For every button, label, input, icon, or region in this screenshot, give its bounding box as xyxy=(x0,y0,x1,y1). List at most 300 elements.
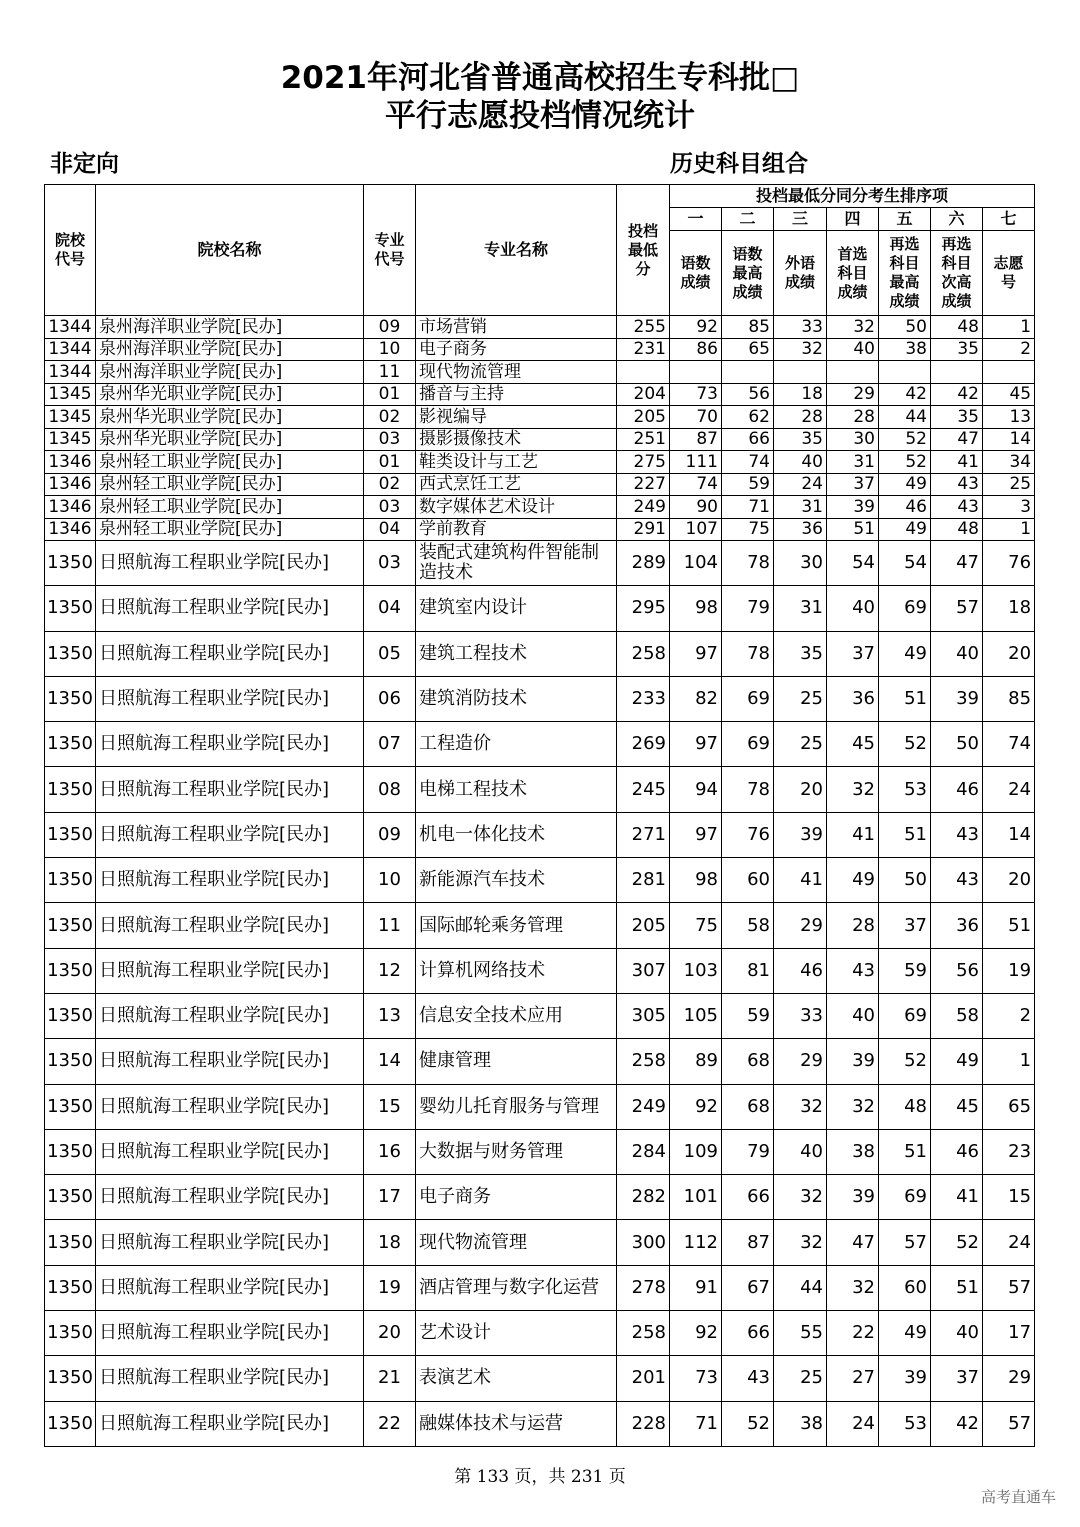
school-name-cell: 泉州华光职业学院[民办] xyxy=(96,428,364,451)
school-code-cell: 1350 xyxy=(45,1401,96,1446)
school-code-cell: 1350 xyxy=(45,903,96,948)
table-row xyxy=(45,316,1035,339)
table-row xyxy=(45,361,1035,384)
major-code-cell: 21 xyxy=(364,1356,416,1401)
rank-2-cell: 78 xyxy=(722,767,774,812)
major-code-cell: 11 xyxy=(364,903,416,948)
rank-1-cell: 82 xyxy=(670,676,722,721)
rank-6-cell: 36 xyxy=(931,903,983,948)
rank-6-cell: 57 xyxy=(931,586,983,631)
rank-5-cell: 59 xyxy=(879,948,931,993)
rank-7-cell: 15 xyxy=(983,1175,1035,1220)
rank-3-cell: 32 xyxy=(774,338,827,361)
rank-2-cell: 69 xyxy=(722,722,774,767)
rank-1-cell: 104 xyxy=(670,541,722,586)
school-code-cell: 1350 xyxy=(45,586,96,631)
rank-7-cell: 25 xyxy=(983,473,1035,496)
rank-1-cell: 75 xyxy=(670,903,722,948)
rank-6-cell: 48 xyxy=(931,518,983,541)
rank-3-cell: 39 xyxy=(774,812,827,857)
min-score-cell: 205 xyxy=(617,406,670,429)
rank-1-cell: 71 xyxy=(670,1401,722,1446)
header-rank-7: 七 xyxy=(983,208,1035,231)
rank-3-cell: 25 xyxy=(774,722,827,767)
rank-2-cell: 59 xyxy=(722,473,774,496)
rank-3-cell: 32 xyxy=(774,1220,827,1265)
rank-2-cell: 56 xyxy=(722,383,774,406)
school-name-cell: 日照航海工程职业学院[民办] xyxy=(96,1265,364,1310)
rank-6-cell xyxy=(931,361,983,384)
major-name-cell: 大数据与财务管理 xyxy=(416,1129,617,1174)
rank-1-cell: 109 xyxy=(670,1129,722,1174)
school-code-cell: 1350 xyxy=(45,1129,96,1174)
school-name-cell: 日照航海工程职业学院[民办] xyxy=(96,541,364,586)
min-score-cell: 289 xyxy=(617,541,670,586)
rank-4-cell: 54 xyxy=(827,541,879,586)
rank-4-cell: 32 xyxy=(827,316,879,339)
rank-2-cell: 65 xyxy=(722,338,774,361)
rank-3-cell: 25 xyxy=(774,676,827,721)
rank-2-cell: 62 xyxy=(722,406,774,429)
rank-6-cell: 35 xyxy=(931,406,983,429)
rank-1-cell: 94 xyxy=(670,767,722,812)
rank-6-cell: 45 xyxy=(931,1084,983,1129)
rank-1-cell: 112 xyxy=(670,1220,722,1265)
rank-4-cell: 40 xyxy=(827,338,879,361)
major-code-cell: 01 xyxy=(364,383,416,406)
rank-6-cell: 39 xyxy=(931,676,983,721)
major-name-cell: 婴幼儿托育服务与管理 xyxy=(416,1084,617,1129)
rank-3-cell: 31 xyxy=(774,496,827,519)
rank-5-cell: 53 xyxy=(879,767,931,812)
rank-6-cell: 48 xyxy=(931,316,983,339)
rank-4-cell: 47 xyxy=(827,1220,879,1265)
header-min-score: 投档最低分 xyxy=(617,185,670,316)
school-code-cell: 1345 xyxy=(45,428,96,451)
school-code-cell: 1350 xyxy=(45,993,96,1038)
major-name-cell: 艺术设计 xyxy=(416,1311,617,1356)
rank-3-cell: 44 xyxy=(774,1265,827,1310)
rank-6-cell: 51 xyxy=(931,1265,983,1310)
rank-2-cell: 66 xyxy=(722,1175,774,1220)
major-code-cell: 08 xyxy=(364,767,416,812)
school-code-cell: 1350 xyxy=(45,948,96,993)
min-score-cell: 201 xyxy=(617,1356,670,1401)
rank-7-cell: 13 xyxy=(983,406,1035,429)
major-name-cell: 装配式建筑构件智能制造技术 xyxy=(416,541,617,586)
rank-3-cell: 18 xyxy=(774,383,827,406)
rank-2-cell: 68 xyxy=(722,1039,774,1084)
major-name-cell: 国际邮轮乘务管理 xyxy=(416,903,617,948)
major-code-cell: 07 xyxy=(364,722,416,767)
rank-6-cell: 58 xyxy=(931,993,983,1038)
rank-5-cell: 52 xyxy=(879,722,931,767)
rank-7-cell: 34 xyxy=(983,451,1035,474)
min-score-cell: 255 xyxy=(617,316,670,339)
rank-7-cell: 1 xyxy=(983,1039,1035,1084)
header-criterion-5: 再选科目最高成绩 xyxy=(879,231,931,316)
rank-3-cell: 32 xyxy=(774,1175,827,1220)
major-name-cell: 电梯工程技术 xyxy=(416,767,617,812)
major-name-cell: 学前教育 xyxy=(416,518,617,541)
rank-7-cell: 1 xyxy=(983,316,1035,339)
major-name-cell: 现代物流管理 xyxy=(416,361,617,384)
rank-1-cell: 89 xyxy=(670,1039,722,1084)
rank-3-cell: 35 xyxy=(774,428,827,451)
min-score-cell: 269 xyxy=(617,722,670,767)
table-row xyxy=(45,676,1035,721)
rank-6-cell: 42 xyxy=(931,1401,983,1446)
header-rank-2: 二 xyxy=(722,208,774,231)
rank-1-cell: 97 xyxy=(670,722,722,767)
rank-1-cell: 92 xyxy=(670,1311,722,1356)
rank-6-cell: 46 xyxy=(931,767,983,812)
rank-1-cell: 92 xyxy=(670,1084,722,1129)
header-criterion-2: 语数最高成绩 xyxy=(722,231,774,316)
rank-5-cell: 69 xyxy=(879,993,931,1038)
school-name-cell: 日照航海工程职业学院[民办] xyxy=(96,767,364,812)
school-code-cell: 1350 xyxy=(45,1311,96,1356)
school-name-cell: 日照航海工程职业学院[民办] xyxy=(96,722,364,767)
major-code-cell: 13 xyxy=(364,993,416,1038)
school-name-cell: 日照航海工程职业学院[民办] xyxy=(96,1220,364,1265)
rank-3-cell: 20 xyxy=(774,767,827,812)
rank-2-cell: 66 xyxy=(722,1311,774,1356)
rank-1-cell: 74 xyxy=(670,473,722,496)
rank-1-cell: 90 xyxy=(670,496,722,519)
rank-2-cell: 66 xyxy=(722,428,774,451)
rank-4-cell: 43 xyxy=(827,948,879,993)
rank-2-cell: 71 xyxy=(722,496,774,519)
rank-2-cell: 59 xyxy=(722,993,774,1038)
major-code-cell: 04 xyxy=(364,518,416,541)
school-code-cell: 1350 xyxy=(45,1220,96,1265)
major-name-cell: 新能源汽车技术 xyxy=(416,858,617,903)
rank-5-cell: 52 xyxy=(879,1039,931,1084)
major-code-cell: 12 xyxy=(364,948,416,993)
rank-3-cell: 38 xyxy=(774,1401,827,1446)
rank-4-cell: 28 xyxy=(827,903,879,948)
rank-5-cell: 51 xyxy=(879,1129,931,1174)
rank-5-cell: 52 xyxy=(879,451,931,474)
school-name-cell: 泉州海洋职业学院[民办] xyxy=(96,361,364,384)
rank-3-cell: 28 xyxy=(774,406,827,429)
rank-7-cell: 18 xyxy=(983,586,1035,631)
rank-4-cell: 39 xyxy=(827,496,879,519)
school-name-cell: 泉州轻工职业学院[民办] xyxy=(96,518,364,541)
table-row xyxy=(45,1084,1035,1129)
rank-3-cell: 35 xyxy=(774,631,827,676)
table-row xyxy=(45,338,1035,361)
rank-7-cell: 17 xyxy=(983,1311,1035,1356)
min-score-cell: 204 xyxy=(617,383,670,406)
rank-2-cell: 85 xyxy=(722,316,774,339)
header-tiebreak-group: 投档最低分同分考生排序项 xyxy=(670,185,1035,208)
category-label: 非定向 xyxy=(50,151,119,177)
rank-6-cell: 56 xyxy=(931,948,983,993)
min-score-cell: 300 xyxy=(617,1220,670,1265)
major-name-cell: 现代物流管理 xyxy=(416,1220,617,1265)
rank-2-cell: 67 xyxy=(722,1265,774,1310)
rank-7-cell: 51 xyxy=(983,903,1035,948)
rank-2-cell: 78 xyxy=(722,541,774,586)
rank-5-cell: 60 xyxy=(879,1265,931,1310)
major-name-cell: 摄影摄像技术 xyxy=(416,428,617,451)
major-name-cell: 影视编导 xyxy=(416,406,617,429)
min-score-cell: 258 xyxy=(617,1311,670,1356)
major-code-cell: 03 xyxy=(364,541,416,586)
rank-4-cell: 27 xyxy=(827,1356,879,1401)
min-score-cell: 281 xyxy=(617,858,670,903)
major-name-cell: 播音与主持 xyxy=(416,383,617,406)
min-score-cell: 258 xyxy=(617,1039,670,1084)
rank-5-cell: 50 xyxy=(879,858,931,903)
table-row xyxy=(45,903,1035,948)
rank-5-cell: 49 xyxy=(879,631,931,676)
header-criterion-4: 首选科目成绩 xyxy=(827,231,879,316)
rank-5-cell: 49 xyxy=(879,1311,931,1356)
table-row xyxy=(45,722,1035,767)
rank-3-cell: 24 xyxy=(774,473,827,496)
major-name-cell: 酒店管理与数字化运营 xyxy=(416,1265,617,1310)
rank-1-cell: 73 xyxy=(670,383,722,406)
rank-2-cell: 78 xyxy=(722,631,774,676)
major-name-cell: 电子商务 xyxy=(416,338,617,361)
rank-7-cell xyxy=(983,361,1035,384)
min-score-cell: 205 xyxy=(617,903,670,948)
rank-5-cell: 49 xyxy=(879,473,931,496)
min-score-cell: 249 xyxy=(617,1084,670,1129)
rank-2-cell: 58 xyxy=(722,903,774,948)
school-name-cell: 日照航海工程职业学院[民办] xyxy=(96,1311,364,1356)
rank-6-cell: 43 xyxy=(931,496,983,519)
rank-7-cell: 2 xyxy=(983,338,1035,361)
min-score-cell: 258 xyxy=(617,631,670,676)
rank-1-cell: 97 xyxy=(670,812,722,857)
rank-7-cell: 24 xyxy=(983,1220,1035,1265)
min-score-cell: 278 xyxy=(617,1265,670,1310)
rank-5-cell: 69 xyxy=(879,1175,931,1220)
school-code-cell: 1350 xyxy=(45,676,96,721)
school-name-cell: 泉州华光职业学院[民办] xyxy=(96,406,364,429)
header-rank-5: 五 xyxy=(879,208,931,231)
table-row xyxy=(45,406,1035,429)
major-name-cell: 鞋类设计与工艺 xyxy=(416,451,617,474)
min-score-cell: 275 xyxy=(617,451,670,474)
table-row xyxy=(45,586,1035,631)
header-major-code: 专业代号 xyxy=(364,185,416,316)
rank-5-cell xyxy=(879,361,931,384)
rank-1-cell: 91 xyxy=(670,1265,722,1310)
table-row xyxy=(45,631,1035,676)
major-name-cell: 建筑室内设计 xyxy=(416,586,617,631)
school-code-cell: 1350 xyxy=(45,858,96,903)
rank-5-cell: 69 xyxy=(879,586,931,631)
min-score-cell: 251 xyxy=(617,428,670,451)
rank-4-cell: 36 xyxy=(827,676,879,721)
rank-6-cell: 35 xyxy=(931,338,983,361)
table-row xyxy=(45,812,1035,857)
rank-1-cell: 98 xyxy=(670,586,722,631)
rank-1-cell xyxy=(670,361,722,384)
rank-1-cell: 87 xyxy=(670,428,722,451)
table-row xyxy=(45,993,1035,1038)
rank-6-cell: 50 xyxy=(931,722,983,767)
header-school-name: 院校名称 xyxy=(96,185,364,316)
rank-5-cell: 46 xyxy=(879,496,931,519)
rank-2-cell xyxy=(722,361,774,384)
table-row xyxy=(45,518,1035,541)
rank-5-cell: 37 xyxy=(879,903,931,948)
rank-6-cell: 46 xyxy=(931,1129,983,1174)
school-name-cell: 日照航海工程职业学院[民办] xyxy=(96,1175,364,1220)
school-code-cell: 1350 xyxy=(45,767,96,812)
rank-2-cell: 87 xyxy=(722,1220,774,1265)
min-score-cell: 271 xyxy=(617,812,670,857)
school-code-cell: 1345 xyxy=(45,383,96,406)
school-code-cell: 1350 xyxy=(45,1039,96,1084)
school-code-cell: 1346 xyxy=(45,451,96,474)
major-name-cell: 市场营销 xyxy=(416,316,617,339)
rank-3-cell: 41 xyxy=(774,858,827,903)
school-name-cell: 日照航海工程职业学院[民办] xyxy=(96,1084,364,1129)
rank-4-cell: 39 xyxy=(827,1039,879,1084)
major-name-cell: 数字媒体艺术设计 xyxy=(416,496,617,519)
rank-4-cell: 51 xyxy=(827,518,879,541)
rank-4-cell: 37 xyxy=(827,631,879,676)
rank-1-cell: 105 xyxy=(670,993,722,1038)
major-name-cell: 机电一体化技术 xyxy=(416,812,617,857)
header-criterion-3: 外语成绩 xyxy=(774,231,827,316)
rank-5-cell: 38 xyxy=(879,338,931,361)
rank-6-cell: 40 xyxy=(931,631,983,676)
rank-6-cell: 52 xyxy=(931,1220,983,1265)
school-name-cell: 日照航海工程职业学院[民办] xyxy=(96,1039,364,1084)
school-name-cell: 日照航海工程职业学院[民办] xyxy=(96,676,364,721)
rank-7-cell: 24 xyxy=(983,767,1035,812)
major-code-cell: 04 xyxy=(364,586,416,631)
rank-4-cell: 45 xyxy=(827,722,879,767)
rank-5-cell: 49 xyxy=(879,518,931,541)
major-code-cell: 02 xyxy=(364,473,416,496)
rank-7-cell: 65 xyxy=(983,1084,1035,1129)
school-name-cell: 泉州海洋职业学院[民办] xyxy=(96,316,364,339)
subject-group-label: 历史科目组合 xyxy=(670,151,808,177)
school-name-cell: 泉州华光职业学院[民办] xyxy=(96,383,364,406)
major-code-cell: 03 xyxy=(364,496,416,519)
major-name-cell: 表演艺术 xyxy=(416,1356,617,1401)
table-row xyxy=(45,428,1035,451)
rank-5-cell: 54 xyxy=(879,541,931,586)
rank-3-cell: 29 xyxy=(774,903,827,948)
major-name-cell: 建筑消防技术 xyxy=(416,676,617,721)
header-rank-3: 三 xyxy=(774,208,827,231)
school-name-cell: 日照航海工程职业学院[民办] xyxy=(96,631,364,676)
table-row xyxy=(45,473,1035,496)
rank-6-cell: 47 xyxy=(931,541,983,586)
rank-3-cell: 30 xyxy=(774,541,827,586)
rank-4-cell: 39 xyxy=(827,1175,879,1220)
major-code-cell: 20 xyxy=(364,1311,416,1356)
rank-6-cell: 47 xyxy=(931,428,983,451)
rank-1-cell: 101 xyxy=(670,1175,722,1220)
min-score-cell: 228 xyxy=(617,1401,670,1446)
rank-1-cell: 98 xyxy=(670,858,722,903)
rank-4-cell: 40 xyxy=(827,586,879,631)
school-code-cell: 1350 xyxy=(45,631,96,676)
rank-6-cell: 41 xyxy=(931,451,983,474)
major-code-cell: 03 xyxy=(364,428,416,451)
rank-1-cell: 86 xyxy=(670,338,722,361)
rank-7-cell: 23 xyxy=(983,1129,1035,1174)
rank-4-cell: 41 xyxy=(827,812,879,857)
rank-7-cell: 20 xyxy=(983,858,1035,903)
major-code-cell: 01 xyxy=(364,451,416,474)
rank-2-cell: 76 xyxy=(722,812,774,857)
school-name-cell: 泉州轻工职业学院[民办] xyxy=(96,496,364,519)
rank-7-cell: 19 xyxy=(983,948,1035,993)
major-code-cell: 22 xyxy=(364,1401,416,1446)
school-code-cell: 1346 xyxy=(45,518,96,541)
rank-4-cell: 37 xyxy=(827,473,879,496)
school-name-cell: 日照航海工程职业学院[民办] xyxy=(96,993,364,1038)
table-row xyxy=(45,1265,1035,1310)
rank-3-cell: 31 xyxy=(774,586,827,631)
school-name-cell: 日照航海工程职业学院[民办] xyxy=(96,903,364,948)
rank-2-cell: 74 xyxy=(722,451,774,474)
school-code-cell: 1344 xyxy=(45,316,96,339)
rank-5-cell: 39 xyxy=(879,1356,931,1401)
rank-7-cell: 20 xyxy=(983,631,1035,676)
rank-6-cell: 49 xyxy=(931,1039,983,1084)
rank-2-cell: 43 xyxy=(722,1356,774,1401)
rank-4-cell: 40 xyxy=(827,993,879,1038)
rank-4-cell: 30 xyxy=(827,428,879,451)
min-score-cell: 295 xyxy=(617,586,670,631)
rank-7-cell: 2 xyxy=(983,993,1035,1038)
major-name-cell: 电子商务 xyxy=(416,1175,617,1220)
rank-7-cell: 57 xyxy=(983,1401,1035,1446)
rank-5-cell: 52 xyxy=(879,428,931,451)
min-score-cell: 282 xyxy=(617,1175,670,1220)
rank-1-cell: 70 xyxy=(670,406,722,429)
rank-3-cell: 32 xyxy=(774,1084,827,1129)
school-code-cell: 1344 xyxy=(45,361,96,384)
rank-6-cell: 43 xyxy=(931,858,983,903)
rank-2-cell: 69 xyxy=(722,676,774,721)
table-row xyxy=(45,767,1035,812)
table-row xyxy=(45,1175,1035,1220)
rank-7-cell: 57 xyxy=(983,1265,1035,1310)
header-major-name: 专业名称 xyxy=(416,185,617,316)
min-score-cell: 291 xyxy=(617,518,670,541)
min-score-cell: 284 xyxy=(617,1129,670,1174)
rank-4-cell: 32 xyxy=(827,767,879,812)
header-criterion-6: 再选科目次高成绩 xyxy=(931,231,983,316)
rank-6-cell: 42 xyxy=(931,383,983,406)
rank-7-cell: 45 xyxy=(983,383,1035,406)
school-name-cell: 泉州轻工职业学院[民办] xyxy=(96,473,364,496)
rank-4-cell: 24 xyxy=(827,1401,879,1446)
min-score-cell: 233 xyxy=(617,676,670,721)
school-code-cell: 1350 xyxy=(45,1175,96,1220)
table-row xyxy=(45,948,1035,993)
major-name-cell: 健康管理 xyxy=(416,1039,617,1084)
table-row xyxy=(45,1039,1035,1084)
rank-5-cell: 53 xyxy=(879,1401,931,1446)
rank-1-cell: 107 xyxy=(670,518,722,541)
school-code-cell: 1350 xyxy=(45,722,96,767)
